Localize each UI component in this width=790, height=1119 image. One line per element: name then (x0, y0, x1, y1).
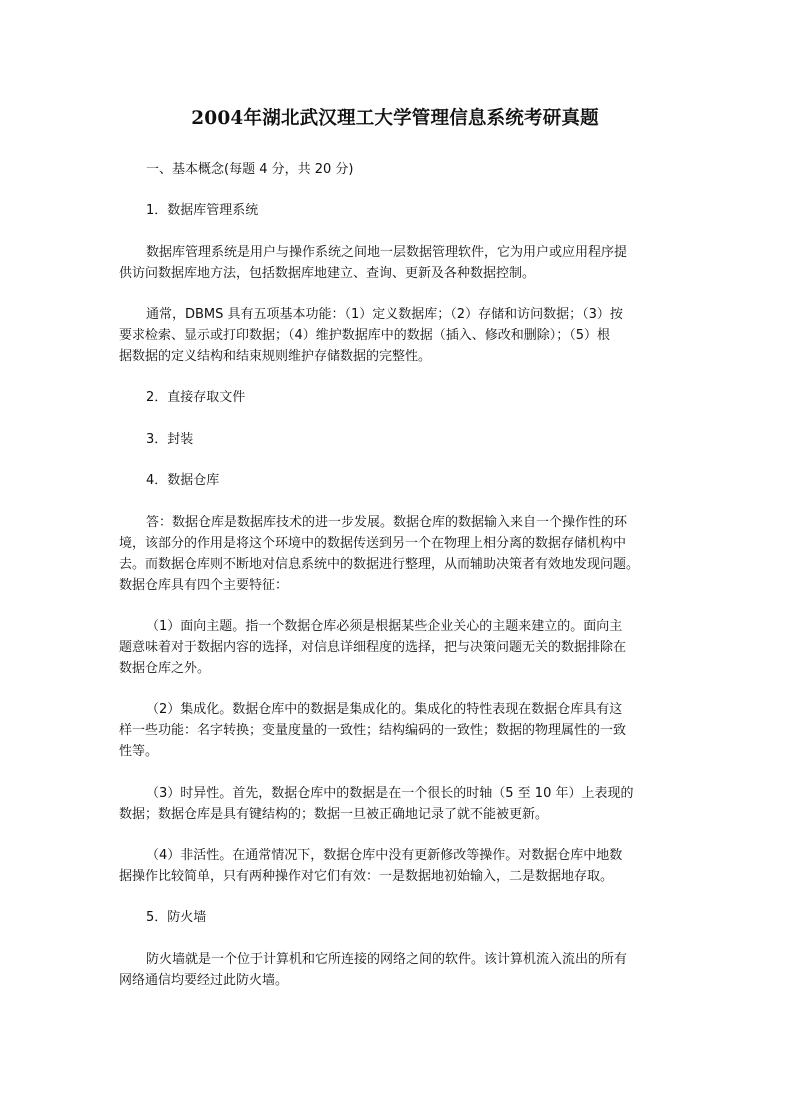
item-4-heading: 4．数据仓库 (146, 473, 220, 488)
item-4-para-1-line-3: 去。而数据仓库则不断地对信息系统中的数据进行整理，从而辅助决策者有效地发现问题。 (119, 557, 640, 572)
item-4-para-4-line-2: 数据；数据仓库是具有键结构的；数据一旦被正确地记录了就不能被更新。 (119, 807, 549, 822)
item-4-para-4-line-1: （3）时异性。首先，数据仓库中的数据是在一个很长的时轴（5 至 10 年）上表现的 (146, 786, 634, 801)
document-title: 2004年湖北武汉理工大学管理信息系统考研真题 (191, 108, 599, 129)
item-4-para-5-line-2: 据操作比较简单，只有两种操作对它们有效：一是数据地初始输入，二是数据地存取。 (119, 869, 614, 884)
item-4-para-1-line-4: 数据仓库具有四个主要特征： (119, 578, 289, 593)
item-4-para-1-line-2: 境，该部分的作用是将这个环境中的数据传送到另一个在物理上相分离的数据存储机构中 (119, 536, 627, 551)
item-3-heading: 3．封装 (146, 432, 194, 447)
section-heading: 一、基本概念(每题 4 分，共 20 分) (146, 162, 354, 177)
item-4-para-2-line-1: （1）面向主题。指一个数据仓库必须是根据某些企业关心的主题来建立的。面向主 (146, 619, 623, 634)
item-1-para-2-line-3: 据数据的定义结构和结束规则维护存储数据的完整性。 (119, 349, 432, 364)
item-1-para-2-line-2: 要求检索、显示或打印数据；（4）维护数据库中的数据（插入、修改和删除）；（5）根 (119, 328, 611, 343)
item-1-heading: 1．数据库管理系统 (146, 203, 259, 218)
item-2-heading: 2．直接存取文件 (146, 390, 246, 405)
item-4-para-1-line-1: 答：数据仓库是数据库技术的进一步发展。数据仓库的数据输入来自一个操作性的环 (146, 515, 628, 530)
item-4-para-5-line-1: （4）非活性。在通常情况下，数据仓库中没有更新修改等操作。对数据仓库中地数 (146, 848, 623, 863)
item-1-para-1-line-2: 供访问数据库地方法，包括数据库地建立、查询、更新及各种数据控制。 (119, 266, 536, 281)
item-4-para-2-line-3: 数据仓库之外。 (119, 661, 211, 676)
item-5-para-1-line-2: 网络通信均要经过此防火墙。 (119, 973, 289, 988)
item-5-heading: 5．防火墙 (146, 910, 207, 925)
item-1-para-1-line-1: 数据库管理系统是用户与操作系统之间地一层数据管理软件，它为用户或应用程序提 (146, 245, 628, 260)
item-4-para-3-line-1: （2）集成化。数据仓库中的数据是集成化的。集成化的特性表现在数据仓库具有这 (146, 702, 623, 717)
item-1-para-2-line-1: 通常，DBMS 具有五项基本功能：（1）定义数据库；（2）存储和访问数据；（3）按 (146, 307, 623, 322)
item-4-para-2-line-2: 题意味着对于数据内容的选择，对信息详细程度的选择，把与决策问题无关的数据排除在 (119, 640, 627, 655)
item-4-para-3-line-2: 样一些功能：名字转换；变量度量的一致性；结构编码的一致性；数据的物理属性的一致 (119, 723, 627, 738)
item-4-para-3-line-3: 性等。 (119, 744, 159, 759)
item-5-para-1-line-1: 防火墙就是一个位于计算机和它所连接的网络之间的软件。该计算机流入流出的所有 (146, 952, 628, 967)
